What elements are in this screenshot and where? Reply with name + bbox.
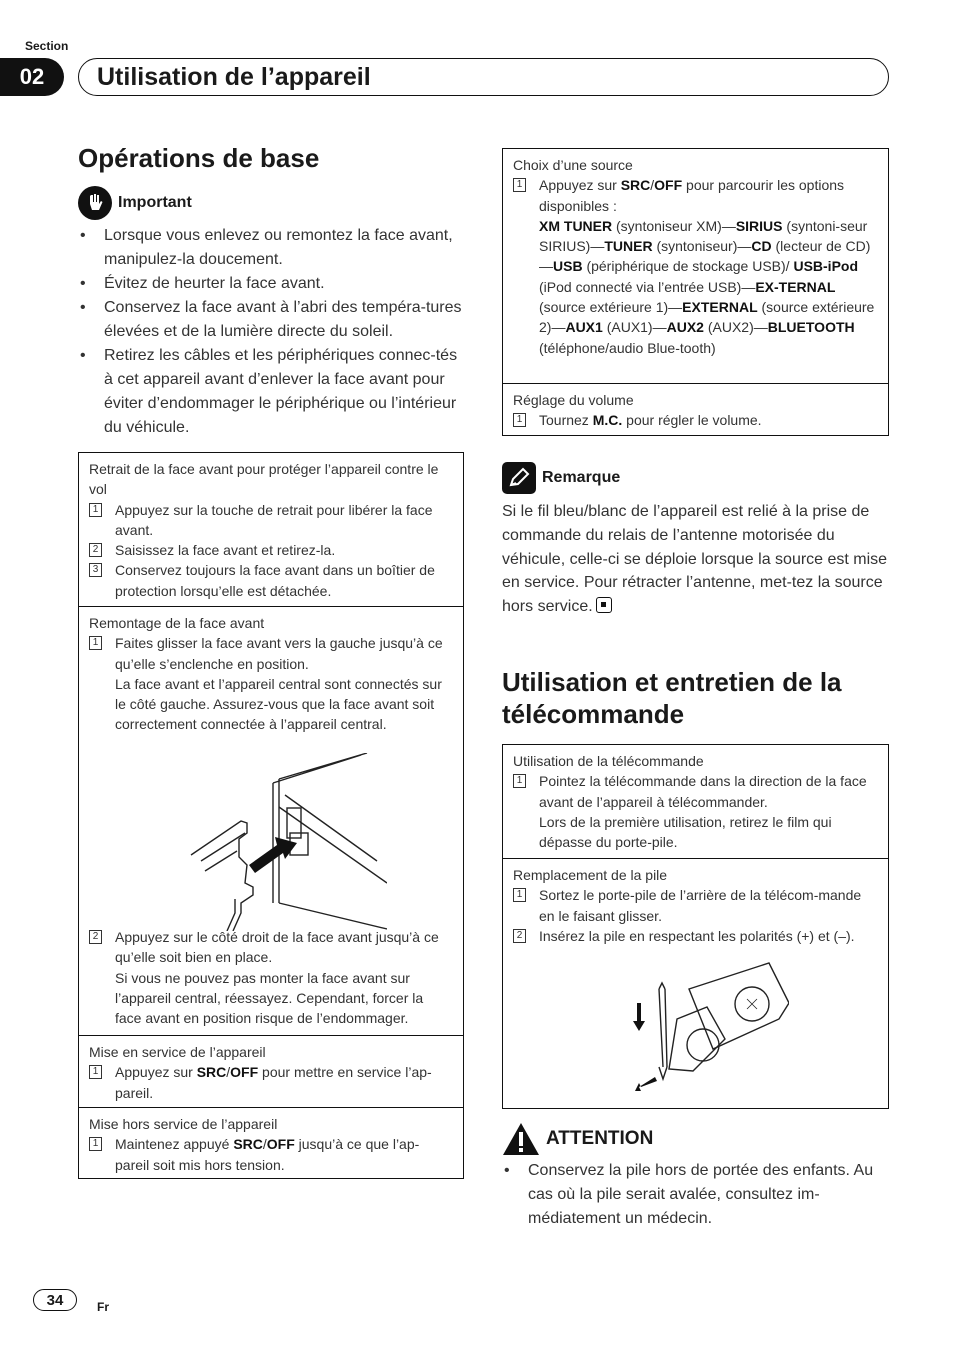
- source-cell: [503, 149, 888, 384]
- retrait-step-3: 3 Conservez toujours la face avant dans un boîtier de protection lorsqu’elle est détachée.: [89, 560, 453, 601]
- mise-en-service-head: Mise en service de l’appareil: [89, 1044, 266, 1060]
- volume-head: Réglage du volume: [513, 392, 634, 408]
- remarque-label: Remarque: [542, 469, 621, 486]
- retrait-head: Retrait de la face avant pour protéger l’appareil contre le vol: [89, 461, 439, 498]
- remarque-text: Si le fil bleu/blanc de l’appareil est relié à la prise de commande du relais de l’antenne motorisée du véhicule, celle-ci se déploie lorsque la source est mise en service. Pour rétracter l’antenne, met-tez la source hors service.: [502, 503, 888, 616]
- section-number: 02: [0, 58, 64, 96]
- retrait-cell: [79, 453, 463, 607]
- list-item: • Retirez les câbles et les périphériques connec-tés à cet appareil avant d’enlever la face avant pour éviter d’endommager le périphérique ou l’intérieur du véhicule.: [78, 344, 466, 440]
- pile-head: Remplacement de la pile: [513, 867, 668, 883]
- utilisation-cell: [503, 745, 888, 859]
- section-label: Section: [25, 39, 69, 53]
- mise-hors-service-step-1: 1 Maintenez appuyé SRC/OFF jusqu’à ce que l’ap-pareil soit mis hors tension.: [89, 1134, 453, 1175]
- attention-list: [502, 1159, 890, 1231]
- volume-step-1: 1 Tournez M.C. pour régler le volume.: [513, 410, 878, 430]
- attention-label: ATTENTION: [546, 1128, 654, 1149]
- source-head: Choix d’une source: [513, 157, 633, 173]
- page-number: 34: [33, 1289, 77, 1311]
- mise-hors-service-head: Mise hors service de l’appareil: [89, 1116, 278, 1132]
- remarque-heading: [502, 462, 620, 494]
- pencil-icon: [502, 462, 536, 494]
- mise-en-service-step-1: 1 Appuyez sur SRC/OFF pour mettre en service l’ap-pareil.: [89, 1062, 453, 1103]
- utilisation-head: Utilisation de la télécommande: [513, 753, 704, 769]
- remontage-step-1: 1 Faites glisser la face avant vers la gauche jusqu’à ce qu’elle s’enclenche en position. La face avant et l’appareil central sont connectés sur le côté gauche. Assurez-vous que la face avant soit correctement connectée à l’appareil central.: [89, 633, 453, 734]
- list-item: • Évitez de heurter la face avant.: [78, 272, 466, 296]
- list-item: • Lorsque vous enlevez ou remontez la face avant, manipulez-la doucement.: [78, 224, 466, 272]
- pile-step-2: 2 Insérez la pile en respectant les polarités (+) et (–).: [513, 926, 878, 946]
- right-title: Utilisation et entretien de la télécommande: [502, 667, 842, 729]
- language-code: Fr: [97, 1300, 109, 1314]
- end-mark-icon: [596, 597, 612, 613]
- utilisation-step-1: 1 Pointez la télécommande dans la direction de la face avant de l’appareil à télécommander. Lors de la première utilisation, retirez le film qui dépasse du porte-pile.: [513, 771, 878, 852]
- remontage-step-2: 2 Appuyez sur le côté droit de la face avant jusqu’à ce qu’elle soit bien en place. Si vous ne pouvez pas monter la face avant sur l’appareil central, réessayez. Cependant, forcer la face avant en position risque de l’endommager.: [89, 927, 453, 1028]
- hand-stop-icon: [78, 186, 112, 220]
- important-heading: [78, 186, 192, 220]
- important-label: Important: [118, 194, 192, 211]
- mise-hors-service-cell: [79, 1108, 463, 1181]
- mise-en-service-cell: [79, 1036, 463, 1108]
- retrait-step-1: 1 Appuyez sur la touche de retrait pour libérer la face avant.: [89, 500, 453, 541]
- section-title: Utilisation de l’appareil: [78, 58, 889, 96]
- remote-procedure-box: [502, 744, 889, 1109]
- right-procedure-box: [502, 148, 889, 436]
- warning-triangle-icon: [502, 1122, 540, 1156]
- important-list: [78, 224, 466, 440]
- left-procedure-box: [78, 452, 464, 1179]
- pile-step-1: 1 Sortez le porte-pile de l’arrière de la télécom-mande en le faisant glisser.: [513, 885, 878, 926]
- list-item: • Conservez la pile hors de portée des enfants. Au cas où la pile serait avalée, consultez im-médiatement un médecin.: [502, 1159, 890, 1231]
- pile-cell: [503, 859, 888, 1107]
- face-mount-illustration: [187, 753, 387, 931]
- left-title: Opérations de base: [78, 143, 320, 173]
- retrait-step-2: 2 Saisissez la face avant et retirez-la.: [89, 540, 453, 560]
- volume-cell: [503, 384, 888, 437]
- attention-heading: [502, 1122, 653, 1156]
- remontage-cell: [79, 607, 463, 1036]
- battery-illustration: [629, 959, 789, 1099]
- remontage-head: Remontage de la face avant: [89, 615, 265, 631]
- list-item: • Conservez la face avant à l’abri des tempéra-tures élevées et de la lumière directe du soleil.: [78, 296, 466, 344]
- source-step-1: 1 Appuyez sur SRC/OFF pour parcourir les options disponibles : XM TUNER (syntoniseur XM)—SIRIUS (syntoni-seur SIRIUS)—TUNER (syntoniseur)—CD (lecteur de CD)—USB (périphérique de stockage USB)/ USB-iPod (iPod connecté via l’entrée USB)—EX-TERNAL (source extérieure 1)—EXTERNAL (source extérieure 2)—AUX1 (AUX1)—AUX2 (AUX2)—BLUETOOTH (téléphone/audio Blue-tooth): [513, 175, 878, 358]
